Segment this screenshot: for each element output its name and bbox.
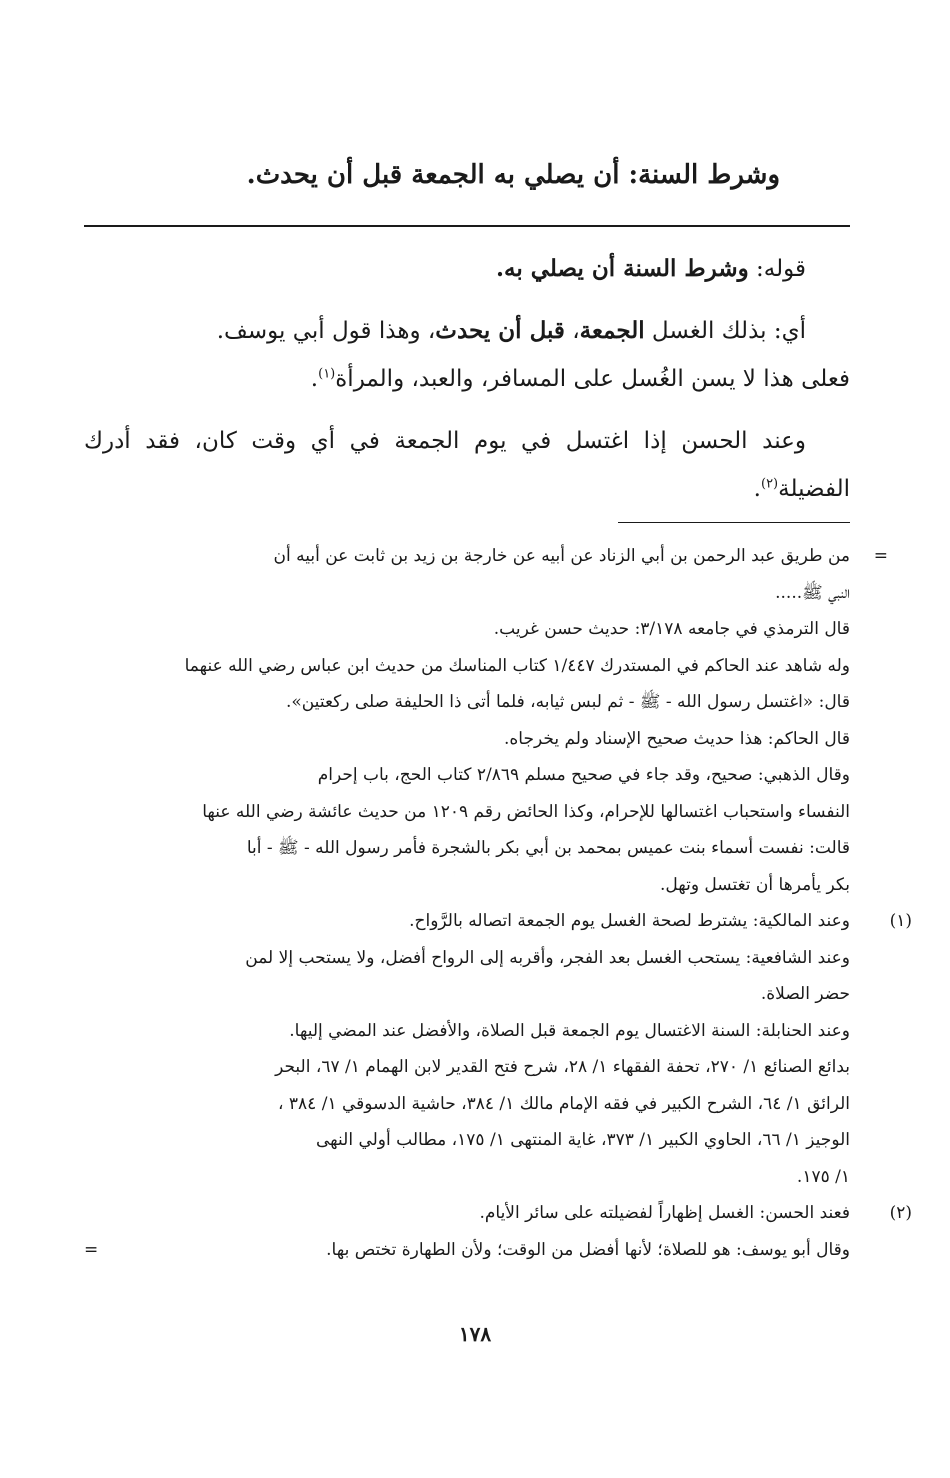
footnote-ref-2: (٢) — [760, 476, 779, 492]
footnote-line: حضر الصلاة. — [760, 984, 850, 1004]
footnote-2 — [84, 1195, 912, 1268]
commentary — [84, 245, 850, 513]
bold-run: الجمعة — [579, 317, 645, 344]
footnote-line: الرائق ١/ ٦٤، الشرح الكبير في فقه الإمام مالك ١/ ٣٨٤، حاشية الدسوقي ١/ ٣٨٤ ، — [278, 1093, 850, 1114]
footnote-line: قال الترمذي في جامعه ٣/١٧٨: حديث حسن غريب. — [493, 619, 850, 639]
footnote-line: قال الحاكم: هذا حديث صحيح الإسناد ولم يخرجاه. — [504, 728, 850, 749]
commentary-paragraph-3 — [84, 355, 850, 403]
footnote-line: ١/ ١٧٥. — [796, 1166, 850, 1187]
commentary-paragraph-4 — [84, 417, 850, 513]
footnote-line: وقال الذهبي: صحيح، وقد جاء في صحيح مسلم ٢/٨٦٩ كتاب الحج، باب إحرام — [317, 765, 850, 785]
footnote-line: وعند الشافعية: يستحب الغسل بعد الفجر، وأقربه إلى الرواح أفضل، ولا يستحب إلا لمن — [245, 947, 850, 968]
footnote-line: من طريق عبد الرحمن بن أبي الزناد عن أبيه عن خارجة بن زيد بن ثابت عن أبيه أن — [273, 546, 850, 566]
text-run: . — [310, 366, 319, 392]
text-run: ، وهذا قول أبي يوسف. — [216, 318, 436, 344]
footnote-1 — [84, 903, 912, 1195]
text-run: . — [753, 476, 761, 502]
text-run: ، — [564, 318, 580, 344]
footnote-ref-1: (١) — [318, 366, 336, 382]
footnote-line: قال: «اغتسل رسول الله - ﷺ - ثم لبس ثيابه، فلما أتى ذا الحليفة صلى ركعتين». — [285, 692, 850, 712]
footnote-2-marker: (٢) — [889, 1203, 912, 1223]
commentary-paragraph-2 — [84, 307, 850, 355]
continuation-marker: = — [873, 546, 888, 566]
commentary-paragraph-1 — [84, 245, 850, 293]
footnote-line: وعند المالكية: يشترط لصحة الغسل يوم الجمعة اتصاله بالرَّواح. — [409, 911, 850, 931]
quote-label: قوله: — [748, 256, 806, 282]
footnote-rule — [618, 522, 850, 523]
footnote-1-marker: (١) — [889, 911, 912, 931]
matn-divider — [84, 225, 850, 227]
footnotes — [84, 538, 912, 1268]
footnote-line: بكر يأمرها أن تغتسل وتهل. — [659, 874, 850, 895]
next-page-marker: = — [84, 1239, 99, 1260]
page-number: ١٧٨ — [458, 1322, 492, 1346]
footnote-line-text: وقال أبو يوسف: هو للصلاة؛ لأنها أفضل من الوقت؛ ولأن الطهارة تختص بها. — [326, 1239, 850, 1260]
footnote-continuation — [84, 538, 888, 903]
bold-run: قبل أن يحدث — [435, 317, 565, 344]
text-run: وعند الحسن إذا اغتسل في يوم الجمعة في أي وقت كان، فقد أدرك الفضيلة — [84, 428, 850, 502]
quoted-matn: وشرط السنة أن يصلي به. — [496, 255, 749, 282]
footnote-line: وعند الحنابلة: السنة الاغتسال يوم الجمعة قبل الصلاة، والأفضل عند المضي إليها. — [289, 1020, 850, 1041]
footnote-line: الوجيز ١/ ٦٦، الحاوي الكبير ١/ ٣٧٣، غاية المنتهى ١/ ١٧٥، مطالب أولي النهى — [316, 1130, 850, 1150]
footnote-line: قالت: نفست أسماء بنت عميس بمحمد بن أبي بكر بالشجرة فأمر رسول الله - ﷺ - أبا — [246, 838, 850, 858]
matn-heading: وشرط السنة: أن يصلي به الجمعة قبل أن يحدث. — [246, 160, 780, 190]
text-run: فعلى هذا لا يسن الغُسل على المسافر، والعبد، والمرأة — [335, 366, 850, 392]
footnote-line — [84, 1232, 850, 1269]
text-run: أي: بذلك الغسل — [644, 318, 806, 344]
footnote-line: النبي ﷺ..... — [775, 582, 850, 603]
footnote-line: فعند الحسن: الغسل إظهاراً لفضيلته على سائر الأيام. — [479, 1203, 850, 1223]
footnote-line: وله شاهد عند الحاكم في المستدرك ١/٤٤٧ كتاب المناسك من حديث ابن عباس رضي الله عنهما — [184, 655, 850, 676]
footnote-line: بدائع الصنائع ١/ ٢٧٠، تحفة الفقهاء ١/ ٢٨، شرح فتح القدير لابن الهمام ١/ ٦٧، البحر — [275, 1057, 850, 1077]
footnote-line: النفساء واستحباب اغتسالها للإحرام، وكذا الحائض رقم ١٢٠٩ من حديث عائشة رضي الله عنها — [202, 801, 850, 822]
